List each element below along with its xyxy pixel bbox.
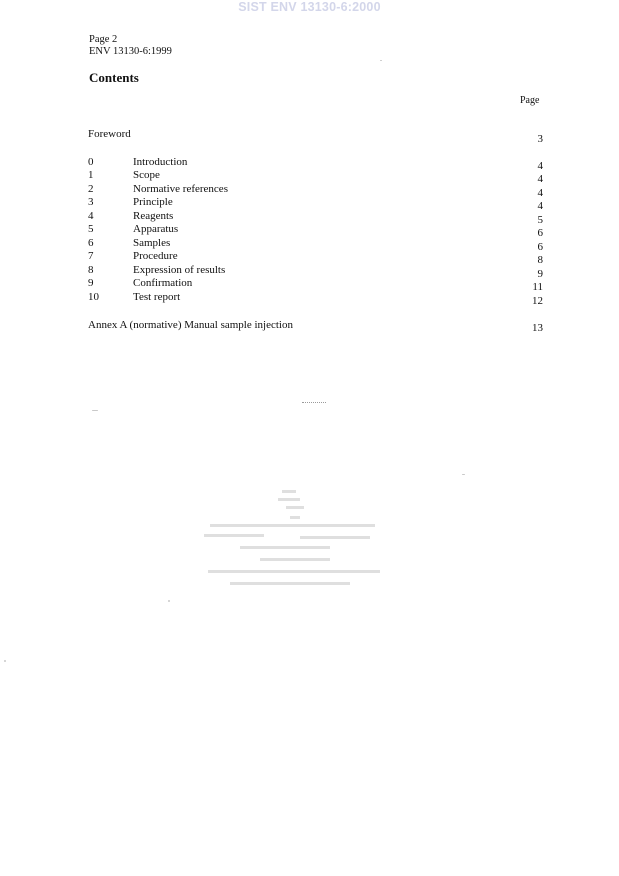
toc-entry-page: 9 — [537, 268, 543, 280]
toc-entry-number: 4 — [88, 210, 94, 222]
page-header — [89, 34, 172, 58]
toc-entry-page: 6 — [537, 241, 543, 253]
toc-entry[interactable] — [0, 291, 619, 305]
page-title: Contents — [89, 70, 139, 85]
scan-artifact — [302, 402, 326, 403]
toc-entry-annex[interactable] — [0, 319, 619, 333]
toc-entry-page: 4 — [537, 173, 543, 185]
toc-entry-number: 7 — [88, 250, 94, 262]
toc-entry-label: Introduction — [133, 156, 188, 168]
toc-entry-page: 8 — [537, 254, 543, 266]
toc-entry-foreword[interactable] — [0, 128, 619, 145]
toc-entry[interactable] — [0, 237, 619, 251]
toc-entry-page: 13 — [532, 322, 543, 334]
toc-entry-number: 8 — [88, 264, 94, 276]
toc-entry-page: 5 — [537, 214, 543, 226]
scan-artifact — [462, 474, 465, 475]
toc-entry-label: Expression of results — [133, 264, 226, 276]
toc-entry[interactable] — [0, 277, 619, 291]
toc-entry-number: 6 — [88, 237, 94, 249]
scan-artifact — [380, 60, 382, 61]
toc-entry-page: 4 — [537, 200, 543, 212]
toc-entry-label: Foreword — [88, 128, 131, 140]
toc-entry-label: Reagents — [133, 210, 174, 222]
toc-entry-number: 9 — [88, 277, 94, 289]
toc-entry-number: 2 — [88, 183, 94, 195]
toc-entry-label: Scope — [133, 169, 160, 181]
toc-entry[interactable] — [0, 210, 619, 224]
toc-entry-page: 11 — [532, 281, 543, 293]
toc-entry[interactable] — [0, 183, 619, 197]
toc-entry-page: 4 — [537, 187, 543, 199]
scan-artifact — [92, 410, 98, 411]
toc-entry-page: 3 — [537, 133, 543, 145]
page-number-label: Page 2 — [89, 34, 118, 45]
toc-entry-label: Apparatus — [133, 223, 179, 235]
toc-entry[interactable] — [0, 196, 619, 210]
toc-entry-page: 12 — [532, 295, 543, 307]
scan-artifact — [168, 600, 170, 602]
toc-entry-number: 3 — [88, 196, 94, 208]
scan-artifact — [4, 660, 6, 662]
toc-entry[interactable] — [0, 169, 619, 183]
toc-entry-label: Test report — [133, 291, 181, 303]
page-column-label: Page — [520, 95, 540, 106]
toc-entry-page: 6 — [537, 227, 543, 239]
toc-entry-label: Normative references — [133, 183, 228, 195]
faint-stamp-image — [200, 488, 385, 598]
toc-entry[interactable] — [0, 223, 619, 237]
toc-entry[interactable] — [0, 156, 619, 170]
toc-entry-number: 5 — [88, 223, 94, 235]
document-id: ENV 13130-6:1999 — [89, 46, 172, 57]
toc-entry-number: 1 — [88, 169, 94, 181]
toc-entry-number: 0 — [88, 156, 94, 168]
toc-entry-label: Principle — [133, 196, 173, 208]
toc-entry-number: 10 — [88, 291, 99, 303]
toc-entry[interactable] — [0, 264, 619, 278]
toc-entry-page: 4 — [537, 160, 543, 172]
watermark-text: SIST ENV 13130-6:2000 — [238, 0, 381, 14]
toc-entry-label: Procedure — [133, 250, 178, 262]
toc-entry-label: Annex A (normative) Manual sample injection — [88, 319, 293, 331]
toc-entry-label: Confirmation — [133, 277, 193, 289]
toc-entry-label: Samples — [133, 237, 171, 249]
toc-entry[interactable] — [0, 250, 619, 264]
